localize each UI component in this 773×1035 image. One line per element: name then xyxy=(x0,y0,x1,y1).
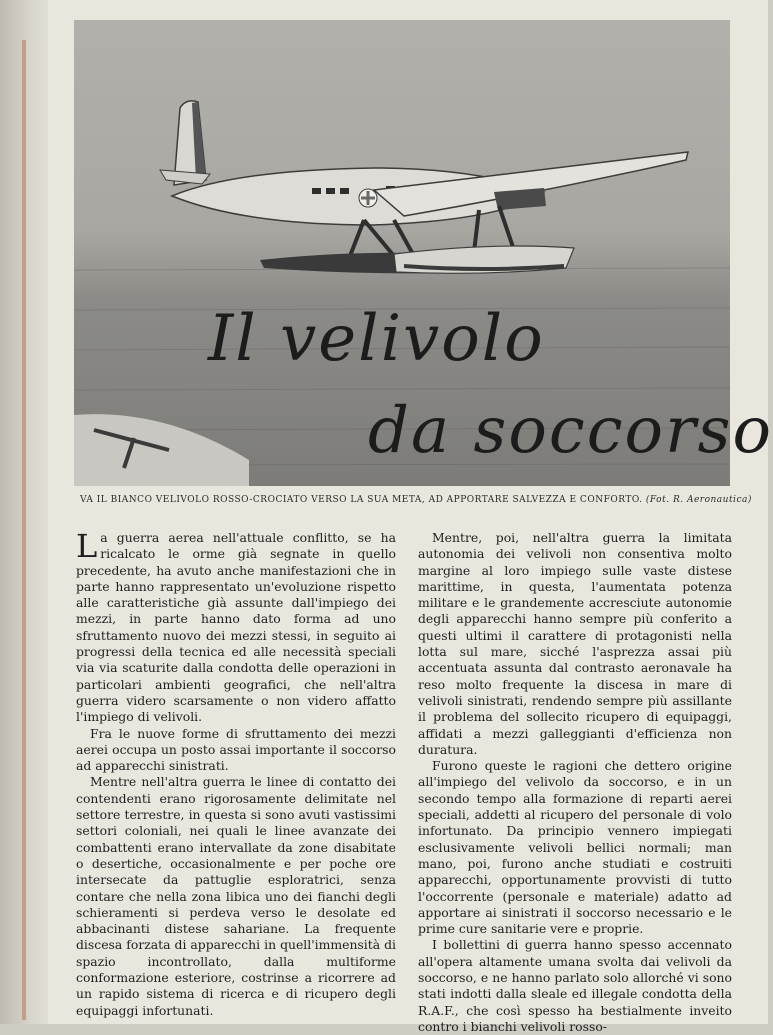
foreground-wing xyxy=(74,414,249,486)
article-paragraph: Fra le nuove forme di sfruttamento dei mezzi aerei occupa un posto assai importante il soccorso ad apparecchi sinistrati. xyxy=(76,725,396,774)
photo-caption xyxy=(80,495,752,505)
caption-text: VA IL BIANCO VELIVOLO ROSSO-CROCIATO VERSO LA SUA META, AD APPORTARE SALVEZZA E CONFORTO. xyxy=(80,495,643,505)
article-column-left xyxy=(76,527,396,1019)
drop-cap: L xyxy=(76,527,98,565)
article-paragraph: I bollettini di guerra hanno spesso accennato all'opera altamente umana svolta dai velivoli da soccorso, e ne hanno parlato solo allorché vi sono stati indotti dalla sleale ed illegale condotta della R.A.F., che così spesso ha bestialmente inveito contro i bianchi velivoli rosso- xyxy=(418,937,732,1034)
seaplane xyxy=(160,101,688,273)
seaplane-photo xyxy=(74,20,773,486)
article-paragraph-text: a guerra aerea nell'attuale conflitto, se ha ricalcato le orme già segnate in quello precedente, ha avuto anche manifestazioni che in parte hanno rappresentato un'evoluzione rispetto alle caratteristiche già assunte dall'impiego dei mezzi, in parte hanno dato forma ad uno sfruttamento nuovo dei mezzi stessi, in seguito ai progressi della tecnica ed alle necessità speciali via via scaturite dalla condotta delle operazioni in particolari ambienti geografici, che nell'altra guerra videro scarsamente o non videro affatto l'impiego di velivoli. xyxy=(76,530,396,725)
article-paragraph: Furono queste le ragioni che dettero origine all'impiego del velivolo da soccorso, e in un secondo tempo alla formazione di reparti aerei speciali, addetti al ricupero del personale di volo infortunato. Da principio vennero impiegati esclusivamente velivoli bellici normali; man mano, poi, furono anche studiati e costruiti apparecchi, opportunamente provvisti di tutto l'occorrente (personale e materiale) adatto ad apportare ai sinistrati il soccorso necessario e le prime cure sanitarie vere e proprie. xyxy=(418,758,732,937)
book-spine xyxy=(0,0,52,1024)
photo-credit: (Fot. R. Aeronautica) xyxy=(645,495,752,505)
article-paragraph: Mentre nell'altra guerra le linee di contatto dei contendenti erano rigorosamente delimitate nel settore terrestre, in questa si sono avuti vastissimi settori coloniali, nei quali le linee avanzate dei combattenti erano intervallate da zone disabitate o desertiche, occasionalmente e per poche ore intersecate da pattuglie esploratrici, senza contare che nella zona libica uno dei fianchi degli schieramenti si perdeva verso le desolate ed abbacinanti distese sahariane. La frequente discesa forzata di apparecchi in quell'immensità di spazio incontrollato, dalla multiforme conformazione esteriore, costrinse a ricorrere ad un rapido sistema di ricerca e di ricupero degli equipaggi infortunati. xyxy=(76,774,396,1018)
article-paragraph: Mentre, poi, nell'altra guerra la limitata autonomia dei velivoli non consentiva molto margine al loro impiego sulle vaste distese marittime, in questa, l'aumentata potenza militare e le grandemente accresciute autonomie degli apparecchi hanno sempre più conferito a questi ultimi il carattere di protagonisti nella lotta sul mare, sicché l'asprezza assai più accentuata assunta dal contrasto aeronavale ha reso molto frequente la discesa in mare di velivoli sinistrati, rendendo sempre più assillante il problema del sollecito ricupero di equipaggi, affidati a mezzi galleggianti d'efficienza non duratura. xyxy=(418,530,732,757)
article-paragraph xyxy=(76,527,396,726)
headline-line-1: Il velivolo xyxy=(208,302,545,376)
headline-line-2: da soccorso xyxy=(368,394,773,468)
binding-edge xyxy=(22,40,26,1020)
article-column-right xyxy=(418,530,732,1035)
